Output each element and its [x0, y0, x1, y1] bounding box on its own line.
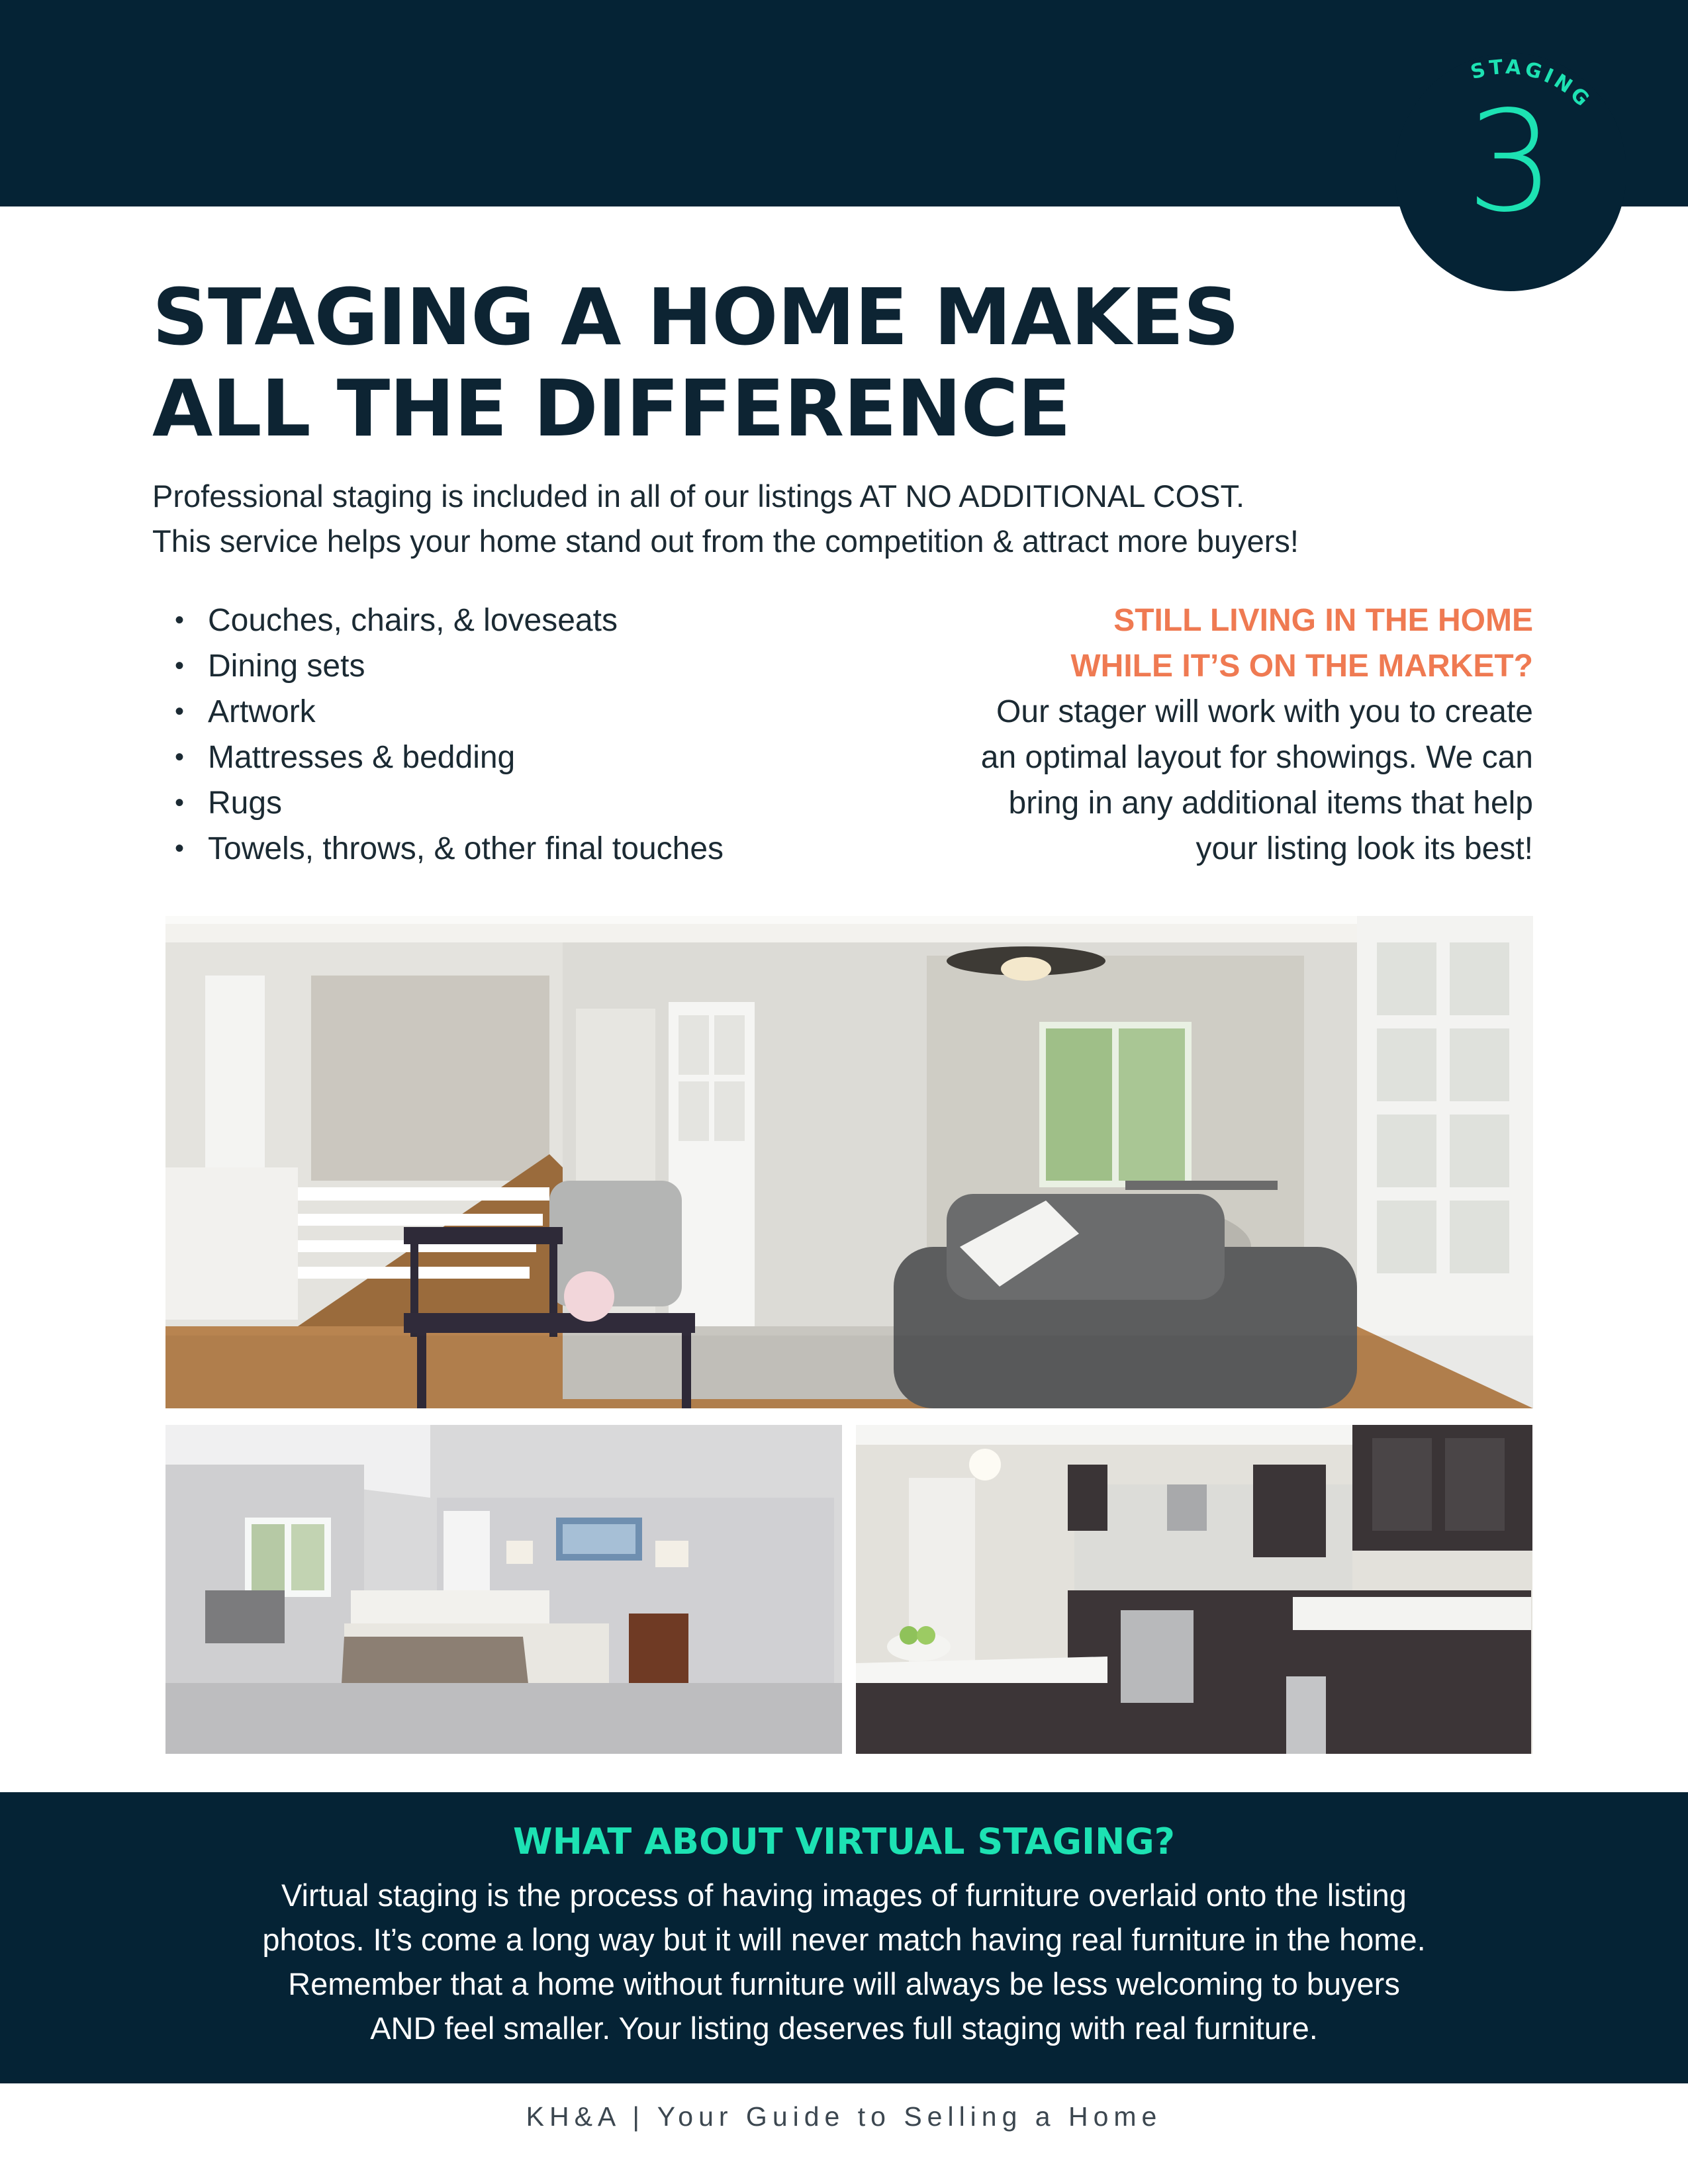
list-item: • Towels, throws, & other final touches — [208, 826, 724, 872]
virtual-staging-line-1: Virtual staging is the process of having images of furniture overlaid onto the listing — [281, 1878, 1407, 1913]
virtual-staging-line-3: Remember that a home without furniture will always be less welcoming to buyers — [288, 1966, 1400, 2001]
still-living-callout — [805, 598, 1533, 872]
virtual-staging-section — [0, 1792, 1688, 2083]
badge-number: 3 — [1466, 81, 1555, 243]
callout-body-line-4: your listing look its best! — [1196, 831, 1533, 866]
staging-items-list — [152, 598, 724, 872]
callout-body-line-1: Our stager will work with you to create — [996, 694, 1533, 729]
page-footer: KH&A | Your Guide to Selling a Home — [526, 2101, 1162, 2132]
page-title-line-2: ALL THE DIFFERENCE — [152, 363, 1070, 454]
page-title-line-1: STAGING A HOME MAKES — [152, 271, 1239, 363]
callout-heading-line-2: WHILE IT’S ON THE MARKET? — [1070, 649, 1533, 684]
kitchen-photo — [856, 1425, 1532, 1754]
svg-text:STAGING: STAGING — [1468, 55, 1596, 114]
intro-line-2: This service helps your home stand out from the competition & attract more buyers! — [152, 523, 1299, 559]
list-item: • Rugs — [208, 780, 724, 826]
callout-body-line-2: an optimal layout for showings. We can — [980, 740, 1533, 775]
intro-line-1: Professional staging is included in all of our listings AT NO ADDITIONAL COST. — [152, 478, 1245, 514]
callout-body-line-3: bring in any additional items that help — [1008, 786, 1533, 821]
virtual-staging-line-4: AND feel smaller. Your listing deserves full staging with real furniture. — [370, 2011, 1318, 2046]
intro-paragraph — [152, 474, 1542, 564]
list-item: • Mattresses & bedding — [208, 735, 724, 780]
callout-heading-line-1: STILL LIVING IN THE HOME — [1113, 603, 1533, 638]
living-room-photo — [165, 916, 1533, 1408]
section-number-badge — [1395, 53, 1626, 291]
virtual-staging-line-2: photos. It’s come a long way but it will never match having real furniture in the home. — [262, 1922, 1426, 1957]
virtual-staging-title: WHAT ABOUT VIRTUAL STAGING? — [513, 1821, 1175, 1862]
list-item: • Couches, chairs, & loveseats — [208, 598, 724, 643]
virtual-staging-body — [0, 1873, 1688, 2050]
page-title — [152, 271, 1410, 454]
bedroom-photo — [165, 1425, 842, 1754]
list-item: • Dining sets — [208, 643, 724, 689]
list-item: • Artwork — [208, 689, 724, 735]
